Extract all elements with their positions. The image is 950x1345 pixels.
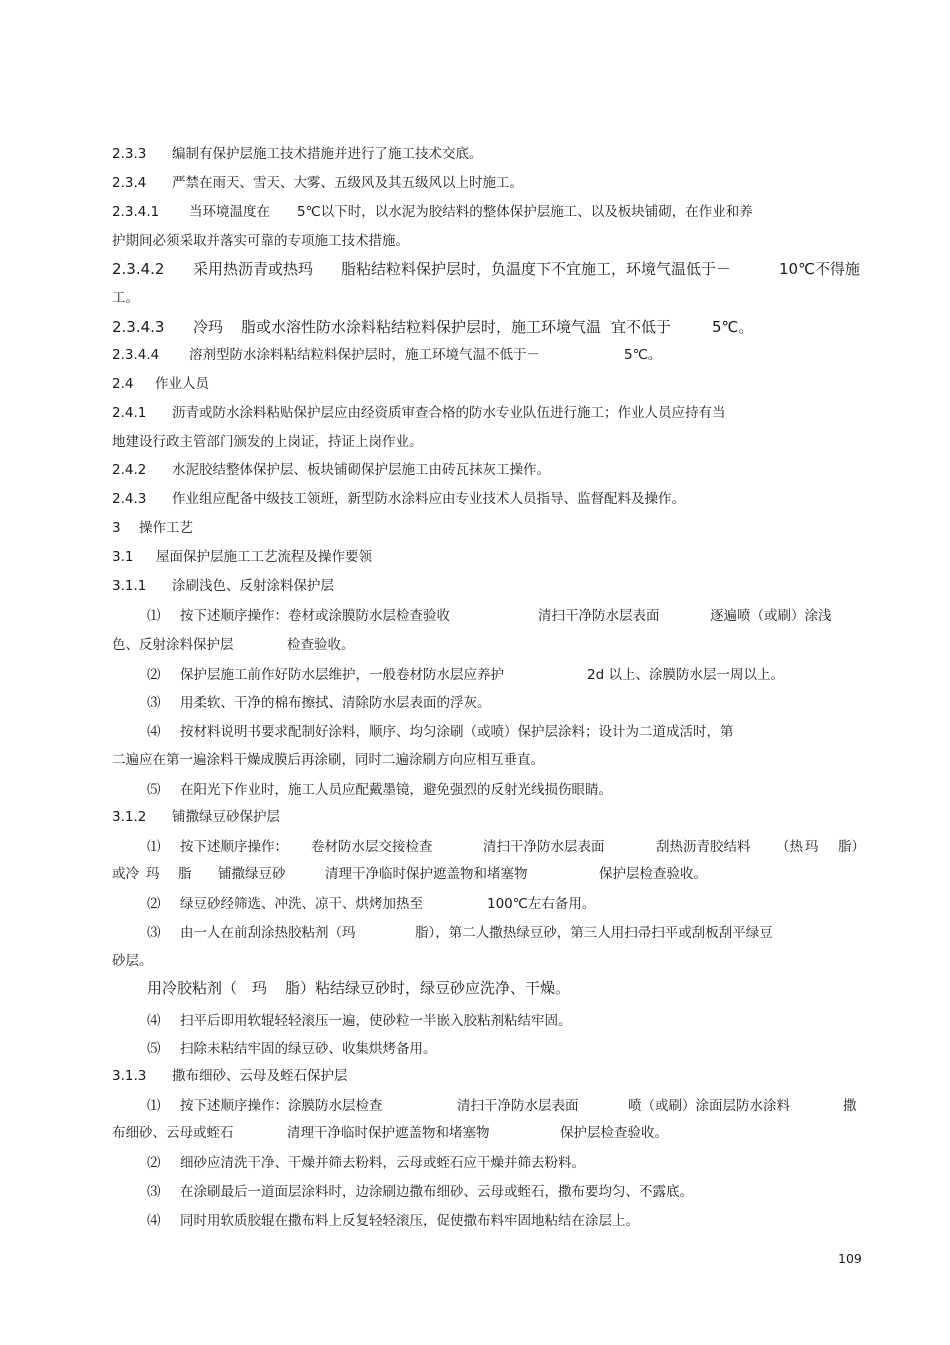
text-segment: 扫除未粘结牢固的绿豆砂、收集烘烤备用。: [180, 1041, 437, 1057]
text-line: [0, 1180, 950, 1204]
text-line: [0, 1209, 950, 1233]
text-segment: 在涂刷最后一道面层涂料时，边涂刷边撒布细砂、云母或蛭石，撒布要均匀、不露底。: [180, 1184, 693, 1200]
text-segment: 作业组应配备中级技工领班，新型防水涂料应由专业技术人员指导、监督配料及操作。: [172, 491, 685, 507]
text-segment: 冷玛: [193, 318, 224, 336]
text-segment: 保护层施工前作好防水层维护，一般卷材防水层应养护: [180, 667, 504, 683]
text-segment: 铺撒绿豆砂: [218, 866, 286, 882]
text-line: [0, 835, 950, 859]
text-segment: 在阳光下作业时，施工人员应配戴墨镜，避免强烈的反射光线损伤眼睛。: [180, 782, 612, 798]
text-segment: 水泥胶结整体保护层、板块铺砌保护层施工由砖瓦抹灰工操作。: [172, 462, 550, 478]
text-segment: 5℃。: [712, 318, 754, 336]
text-segment: ⑴: [147, 608, 161, 624]
text-segment: 2.4.3: [112, 491, 147, 507]
text-segment: ⑵: [147, 896, 161, 912]
text-segment: 宜不低于: [611, 318, 672, 336]
text-line: [0, 691, 950, 715]
text-segment: 编制有保护层施工技术措施并进行了施工技术交底。: [172, 146, 483, 162]
text-segment: 溶剂型防水涂料粘结粒料保护层时，施工环境气温不低于－: [189, 347, 540, 363]
text-segment: 2.3.4.4: [112, 347, 160, 363]
text-segment: ⑵: [147, 667, 161, 683]
text-segment: ⑷: [147, 724, 161, 740]
text-segment: 由一人在前刮涂热胶粘剂（玛: [180, 925, 356, 941]
text-segment: 用柔软、干净的棉布擦拭、清除防水层表面的浮灰。: [180, 695, 491, 711]
text-line: [0, 257, 950, 281]
text-segment: ⑴: [147, 1098, 161, 1114]
text-segment: 3.1.3: [112, 1068, 147, 1084]
text-segment: ⑸: [147, 782, 161, 798]
text-segment: 涂刷浅色、反射涂料保护层: [172, 578, 334, 594]
text-segment: 5℃以下时，以水泥为胶结料的整体保护层施工、以及板块铺砌，在作业和养: [297, 204, 753, 220]
text-segment: 清理干净临时保护遮盖物和堵塞物: [287, 1125, 490, 1141]
text-segment: 3: [112, 520, 121, 536]
text-segment: 脂），第二人撒热绿豆砂，第三人用扫帚扫平或刮板刮平绿豆: [415, 925, 773, 941]
text-line: [0, 516, 950, 540]
text-segment: ⑷: [147, 1013, 161, 1029]
text-line: [0, 921, 950, 945]
text-segment: 3.1.2: [112, 809, 147, 825]
text-line: [0, 748, 950, 772]
text-segment: 喷（或刷）涂面层防水涂料: [628, 1098, 790, 1114]
text-segment: 2.3.3: [112, 146, 147, 162]
text-line: [0, 545, 950, 569]
text-segment: 用冷胶粘剂（: [147, 979, 238, 997]
text-segment: 3.1.1: [112, 578, 147, 594]
text-segment: 工。: [112, 290, 139, 306]
text-segment: ⑷: [147, 1213, 161, 1229]
text-segment: 脂）粘结绿豆砂时，绿豆砂应洗净、干燥。: [285, 979, 571, 997]
text-line: [0, 1094, 950, 1118]
text-segment: 卷材防水层交接检查: [311, 839, 433, 855]
text-segment: 2.3.4.3: [112, 318, 165, 336]
text-segment: 清扫干净防水层表面: [483, 839, 605, 855]
text-segment: 操作工艺: [139, 520, 193, 536]
text-segment: 10℃不得施: [779, 260, 860, 278]
text-segment: 清扫干净防水层表面: [457, 1098, 579, 1114]
text-segment: ⑶: [147, 695, 161, 711]
text-segment: 玛: [252, 979, 268, 997]
text-segment: 铺撒绿豆砂保护层: [172, 809, 280, 825]
text-line: [0, 372, 950, 396]
text-segment: 脂）: [838, 839, 865, 855]
text-segment: 色、反射涂料保护层: [112, 637, 234, 653]
text-segment: 2.4.2: [112, 462, 147, 478]
text-segment: 检查验收。: [287, 637, 355, 653]
text-line: [0, 892, 950, 916]
text-segment: 3.1: [112, 549, 134, 565]
text-segment: 玛: [146, 866, 160, 882]
text-line: [0, 142, 950, 166]
text-segment: 2.4: [112, 376, 134, 392]
text-segment: 沥青或防水涂料粘贴保护层应由经资质审查合格的防水专业队伍进行施工；作业人员应持有当: [172, 405, 726, 421]
text-line: [0, 430, 950, 454]
text-segment: 5℃。: [624, 347, 662, 363]
text-segment: 屋面保护层施工工艺流程及操作要领: [156, 549, 372, 565]
text-line: [0, 663, 950, 687]
text-line: [0, 949, 950, 973]
text-segment: 脂: [178, 866, 192, 882]
text-segment: 刮热沥青胶结料: [656, 839, 751, 855]
text-segment: 按下述顺序操作：涂膜防水层检查: [180, 1098, 383, 1114]
text-segment: 护期间必须采取并落实可靠的专项施工技术措施。: [112, 233, 409, 249]
text-segment: 脂粘结粒料保护层时，负温度下不宜施工，环境气温低于－: [341, 260, 732, 278]
text-line: [0, 862, 950, 886]
text-line: [0, 315, 950, 339]
text-line: [0, 286, 950, 310]
text-segment: 逐遍喷（或刷）涂浅: [710, 608, 832, 624]
text-segment: 撒: [843, 1098, 857, 1114]
text-line: [0, 633, 950, 657]
text-line: [0, 401, 950, 425]
text-segment: 保护层检查验收。: [599, 866, 707, 882]
text-segment: 2.4.1: [112, 405, 147, 421]
text-segment: ⑶: [147, 925, 161, 941]
text-segment: 细砂应清洗干净、干燥并筛去粉料，云母或蛭石应干燥并筛去粉料。: [180, 1155, 585, 1171]
text-segment: 2.3.4.2: [112, 260, 165, 278]
text-line: [0, 1064, 950, 1088]
text-segment: 清理干净临时保护遮盖物和堵塞物: [325, 866, 528, 882]
text-segment: 2.3.4: [112, 175, 147, 191]
text-segment: 按材料说明书要求配制好涂料，顺序、均匀涂刷（或喷）保护层涂料；设计为二道成活时，第: [180, 724, 734, 740]
text-segment: 按下述顺序操作：卷材或涂膜防水层检查验收: [180, 608, 450, 624]
text-segment: 布细砂、云母或蛭石: [112, 1125, 234, 1141]
text-segment: 撒布细砂、云母及蛭石保护层: [172, 1068, 348, 1084]
text-line: [0, 778, 950, 802]
text-line: [0, 805, 950, 829]
text-segment: （热: [776, 839, 803, 855]
text-segment: 作业人员: [155, 376, 209, 392]
text-line: [0, 1151, 950, 1175]
text-segment: 2d 以上、涂膜防水层一周以上。: [587, 667, 784, 683]
page-number: 109: [838, 1251, 862, 1266]
text-line: [0, 458, 950, 482]
text-line: [0, 171, 950, 195]
text-segment: 当环境温度在: [189, 204, 270, 220]
text-segment: 绿豆砂经筛选、冲洗、凉干、烘烤加热至: [180, 896, 423, 912]
text-line: [0, 1037, 950, 1061]
text-line: [0, 487, 950, 511]
text-segment: 地建设行政主管部门颁发的上岗证，持证上岗作业。: [112, 434, 423, 450]
text-segment: 采用热沥青或热玛: [193, 260, 314, 278]
text-line: [0, 343, 950, 367]
text-segment: 严禁在雨天、雪天、大雾、五级风及其五级风以上时施工。: [172, 175, 523, 191]
text-line: [0, 200, 950, 224]
text-line: [0, 720, 950, 744]
text-segment: 2.3.4.1: [112, 204, 160, 220]
text-segment: ⑵: [147, 1155, 161, 1171]
text-segment: 或冷: [112, 866, 139, 882]
text-line: [0, 574, 950, 598]
text-segment: 二遍应在第一遍涂料干燥成膜后再涂刷，同时二遍涂刷方向应相互垂直。: [112, 752, 544, 768]
text-segment: 清扫干净防水层表面: [538, 608, 660, 624]
text-segment: 按下述顺序操作：: [180, 839, 288, 855]
text-segment: 脂或水溶性防水涂料粘结粒料保护层时，施工环境气温: [241, 318, 602, 336]
text-line: [0, 229, 950, 253]
text-segment: 同时用软质胶辊在撒布料上反复轻轻滚压，促使撒布料牢固地粘结在涂层上。: [180, 1213, 639, 1229]
text-segment: ⑶: [147, 1184, 161, 1200]
text-line: [0, 1121, 950, 1145]
text-segment: ⑴: [147, 839, 161, 855]
text-line: [0, 976, 950, 1000]
text-segment: 100℃左右备用。: [487, 896, 596, 912]
text-segment: ⑸: [147, 1041, 161, 1057]
text-line: [0, 604, 950, 628]
text-line: [0, 1009, 950, 1033]
text-segment: 扫平后即用软辊轻轻滚压一遍，使砂粒一半嵌入胶粘剂粘结牢固。: [180, 1013, 572, 1029]
text-segment: 玛: [805, 839, 819, 855]
text-segment: 保护层检查验收。: [560, 1125, 668, 1141]
text-segment: 砂层。: [112, 953, 153, 969]
